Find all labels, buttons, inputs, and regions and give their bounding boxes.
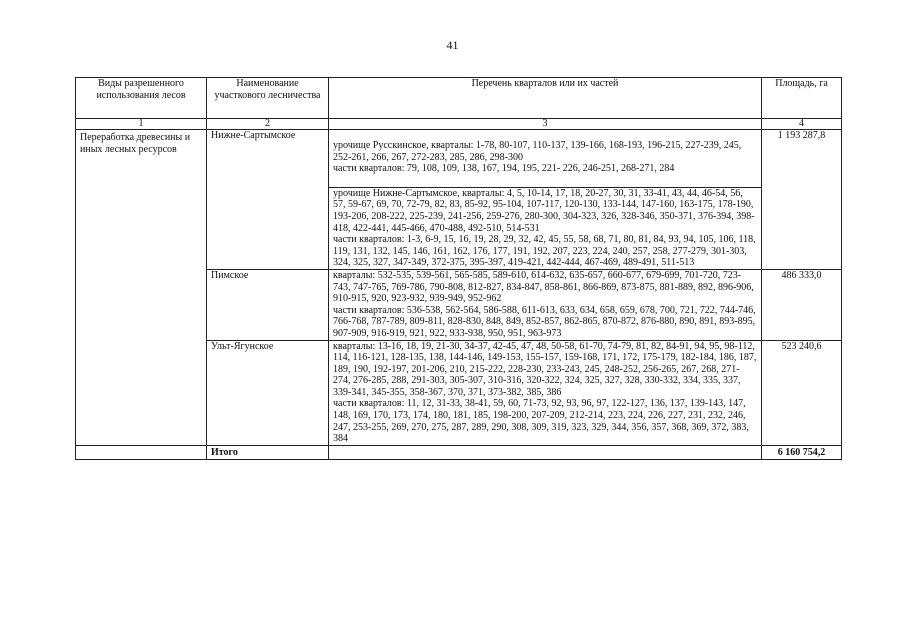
forestry-name-cell: Пимское [207, 269, 329, 340]
quarters-cell [329, 340, 762, 445]
area-cell: 1 193 287,8 [762, 130, 842, 270]
total-empty-cell [329, 445, 762, 459]
header-usage-type: Виды разрешенного использования лесов [76, 78, 207, 119]
column-number-row [76, 119, 842, 130]
column-number: 4 [762, 119, 842, 130]
column-number: 3 [329, 119, 762, 130]
quarters-parts: части кварталов: 536-538, 562-564, 586-588, 611-613, 633, 634, 658, 659, 678, 700, 721, 722, 744-746, 766-768, 787-789, 809-811, 828-830, 848, 849, 852-857, 862-865, 870-872, 876-880, 890, 891, 893-895, 907-909, 916-919, 921, 922, 933-938, 950, 951, 963-973 [333, 304, 756, 339]
total-row [76, 445, 842, 459]
table-header-row [76, 78, 842, 119]
area-cell: 486 333,0 [762, 269, 842, 340]
total-label: Итого [207, 445, 329, 459]
header-area: Площадь, га [762, 78, 842, 119]
quarters-cell [329, 187, 762, 269]
header-forestry-name: Наименование участкового лесничества [207, 78, 329, 119]
quarters-whole: кварталы: 532-535, 539-561, 565-585, 589-610, 614-632, 635-657, 660-677, 679-699, 701-720, 723-743, 747-765, 769-786, 790-808, 812-827, 834-847, 858-861, 866-869, 873-875, 881-889, 892, 896-906, 910-915, 920, 923-932, 939-949, 952-962 [333, 269, 754, 305]
quarters-whole: урочище Нижне-Сартымское, кварталы: 4, 5, 10-14, 17, 18, 20-27, 30, 31, 33-41, 43, 44, 46-54, 56, 57, 59-67, 69, 70, 72-79, 82, 83, 85-92, 95-104, 107-117, 120-130, 133-144, 147-160, 163-175, 178-190, 193-206, 208-222, 225-239, 241-256, 259-276, 280-300, 304-323, 326, 328-346, 350-371, 376-394, 398-418, 422-441, 445-466, 470-488, 492-510, 514-531 [333, 187, 755, 234]
quarters-cell [329, 269, 762, 340]
table-row [76, 130, 842, 188]
quarters-whole: урочище Русскинское, кварталы: 1-78, 80-107, 110-137, 139-166, 168-193, 196-215, 227-239, 245, 252-261, 266, 267, 272-283, 285, 286, 298-300 [333, 140, 742, 163]
quarters-parts: части кварталов: 79, 108, 109, 138, 167, 194, 195, 221- 226, 246-251, 268-271, 284 [333, 163, 675, 175]
column-number: 1 [76, 119, 207, 130]
forest-use-table [75, 77, 842, 460]
forestry-name-cell: Ульт-Ягунское [207, 340, 329, 445]
total-empty-cell [76, 445, 207, 459]
column-number: 2 [207, 119, 329, 130]
usage-type-cell: Переработка древесины и иных лесных ресурсов [76, 130, 207, 446]
quarters-parts: части кварталов: 11, 12, 31-33, 38-41, 59, 60, 71-73, 92, 93, 96, 97, 122-127, 136, 137, 139-143, 147, 148, 169, 170, 173, 174, 180, 181, 185, 198-200, 207-209, 212-214, 223, 224, 226, 227, 231, 232, 246, 247, 253-255, 269, 270, 275, 287, 289, 290, 308, 309, 319, 323, 329, 344, 356, 357, 368, 369, 372, 383, 384 [333, 398, 749, 445]
quarters-parts: части кварталов: 1-3, 6-9, 15, 16, 19, 28, 29, 32, 42, 45, 55, 58, 68, 71, 80, 81, 84, 93, 94, 105, 106, 118, 119, 131, 132, 145, 146, 161, 162, 176, 177, 191, 192, 207, 223, 224, 240, 257, 258, 277-279, 301-303, 324, 325, 327, 347-349, 372-375, 395-397, 419-421, 442-444, 467-469, 489-491, 511-513 [333, 234, 756, 269]
page-number: 41 [446, 38, 459, 52]
quarters-whole: кварталы: 13-16, 18, 19, 21-30, 34-37, 42-45, 47, 48, 50-58, 61-70, 74-79, 81, 82, 84-91, 94, 95, 98-112, 114, 116-121, 128-135, 138, 144-146, 149-153, 155-157, 159-168, 171, 172, 175-179, 182-184, 186, 187, 189, 190, 192-197, 201-206, 210, 215-222, 228-230, 233-243, 245, 248-252, 256-265, 267, 268, 271-274, 276-285, 288, 291-303, 305-307, 310-316, 320-322, 324, 325, 327, 328, 330-332, 334, 335, 337, 339-341, 345-355, 358-367, 370, 371, 373-382, 385, 386 [333, 340, 757, 398]
header-quarters-list: Перечень кварталов или их частей [329, 78, 762, 119]
forestry-name-cell: Нижне-Сартымское [207, 130, 329, 270]
total-area: 6 160 754,2 [762, 445, 842, 459]
quarters-cell [329, 130, 762, 188]
area-cell: 523 240,6 [762, 340, 842, 445]
